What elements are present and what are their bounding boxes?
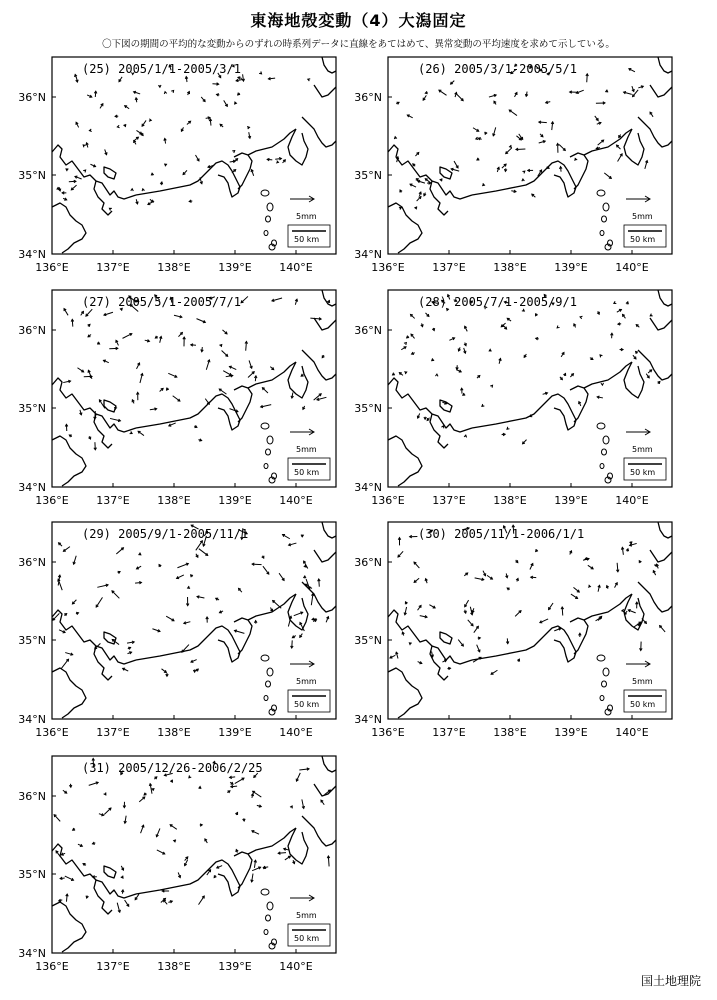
map-panel-1 <box>6 57 352 286</box>
page-subtitle: 〇下図の期間の平均的な変動からのずれの時系列データに直線をあてはめて、異常変動の平均速度を求めて示している。 <box>102 39 615 50</box>
lat-tick-label: 35°N <box>18 169 46 182</box>
scale-bar-label: 50 km <box>294 934 320 943</box>
lat-tick-label: 34°N <box>354 481 382 494</box>
map-panel-5 <box>6 522 352 751</box>
period-label: (25) 2005/1/1-2005/3/1 <box>82 62 241 76</box>
lat-tick-label: 34°N <box>18 947 46 960</box>
map-panel-4 <box>342 290 688 519</box>
lon-tick-label: 137°E <box>432 726 466 739</box>
lon-tick-label: 136°E <box>371 261 405 274</box>
period-label: (31) 2005/12/26-2006/2/25 <box>82 761 263 775</box>
lat-tick-label: 35°N <box>18 402 46 415</box>
lat-tick-label: 35°N <box>18 634 46 647</box>
scale-bar-label: 50 km <box>630 700 656 709</box>
lat-tick-label: 36°N <box>18 324 46 337</box>
scale-arrow-label: 5mm <box>632 445 653 454</box>
lon-tick-label: 140°E <box>279 261 313 274</box>
lat-tick-label: 36°N <box>18 556 46 569</box>
scale-arrow-label: 5mm <box>296 212 317 221</box>
lon-tick-label: 139°E <box>218 261 252 274</box>
lon-tick-label: 137°E <box>96 494 130 507</box>
lon-tick-label: 137°E <box>96 960 130 973</box>
lat-tick-label: 35°N <box>354 634 382 647</box>
lat-tick-label: 35°N <box>354 169 382 182</box>
map-panel-6 <box>342 522 688 751</box>
lon-tick-label: 138°E <box>157 960 191 973</box>
lon-tick-label: 138°E <box>493 494 527 507</box>
scale-arrow-label: 5mm <box>632 212 653 221</box>
map-frame <box>52 756 336 953</box>
lat-tick-label: 35°N <box>354 402 382 415</box>
lon-tick-label: 139°E <box>218 960 252 973</box>
lat-tick-label: 34°N <box>354 713 382 726</box>
credit-label: 国土地理院 <box>640 974 701 988</box>
lon-tick-label: 136°E <box>35 261 69 274</box>
scale-bar-label: 50 km <box>294 235 320 244</box>
map-frame <box>52 522 336 719</box>
lat-tick-label: 34°N <box>18 248 46 261</box>
scale-arrow-label: 5mm <box>632 677 653 686</box>
lat-tick-label: 34°N <box>354 248 382 261</box>
lon-tick-label: 137°E <box>96 726 130 739</box>
map-panel-2 <box>342 57 688 286</box>
lat-tick-label: 35°N <box>18 868 46 881</box>
lon-tick-label: 139°E <box>554 726 588 739</box>
map-panel-7 <box>6 756 352 985</box>
scale-arrow-label: 5mm <box>296 677 317 686</box>
lon-tick-label: 138°E <box>493 726 527 739</box>
lon-tick-label: 140°E <box>615 726 649 739</box>
lon-tick-label: 136°E <box>35 960 69 973</box>
period-label: (29) 2005/9/1-2005/11/1 <box>82 527 249 541</box>
map-frame <box>388 57 672 254</box>
scale-arrow-label: 5mm <box>296 911 317 920</box>
lon-tick-label: 138°E <box>157 261 191 274</box>
lon-tick-label: 138°E <box>157 726 191 739</box>
lat-tick-label: 36°N <box>354 324 382 337</box>
lon-tick-label: 136°E <box>371 494 405 507</box>
map-frame <box>388 522 672 719</box>
lon-tick-label: 138°E <box>157 494 191 507</box>
map-frame <box>52 57 336 254</box>
lon-tick-label: 139°E <box>218 726 252 739</box>
map-frame <box>52 290 336 487</box>
lat-tick-label: 34°N <box>18 713 46 726</box>
lat-tick-label: 34°N <box>18 481 46 494</box>
lon-tick-label: 136°E <box>35 494 69 507</box>
lat-tick-label: 36°N <box>354 556 382 569</box>
lat-tick-label: 36°N <box>18 790 46 803</box>
map-panel-3 <box>6 290 352 519</box>
map-frame <box>388 290 672 487</box>
lon-tick-label: 140°E <box>615 261 649 274</box>
page-title: 東海地殻変動（4）大潟固定 <box>250 11 467 30</box>
scale-arrow-label: 5mm <box>296 445 317 454</box>
scale-bar-label: 50 km <box>630 468 656 477</box>
lon-tick-label: 136°E <box>371 726 405 739</box>
scale-bar-label: 50 km <box>294 700 320 709</box>
lon-tick-label: 137°E <box>432 261 466 274</box>
period-label: (27) 2005/5/1-2005/7/1 <box>82 295 241 309</box>
lon-tick-label: 136°E <box>35 726 69 739</box>
lon-tick-label: 140°E <box>615 494 649 507</box>
lon-tick-label: 140°E <box>279 494 313 507</box>
lat-tick-label: 36°N <box>18 91 46 104</box>
lon-tick-label: 139°E <box>218 494 252 507</box>
lon-tick-label: 140°E <box>279 726 313 739</box>
scale-bar-label: 50 km <box>630 235 656 244</box>
lon-tick-label: 137°E <box>432 494 466 507</box>
lat-tick-label: 36°N <box>354 91 382 104</box>
lon-tick-label: 139°E <box>554 494 588 507</box>
scale-bar-label: 50 km <box>294 468 320 477</box>
lon-tick-label: 139°E <box>554 261 588 274</box>
lon-tick-label: 138°E <box>493 261 527 274</box>
lon-tick-label: 137°E <box>96 261 130 274</box>
period-label: (30) 2005/11/1-2006/1/1 <box>418 527 585 541</box>
lon-tick-label: 140°E <box>279 960 313 973</box>
period-label: (28) 2005/7/1-2005/9/1 <box>418 295 577 309</box>
period-label: (26) 2005/3/1-2005/5/1 <box>418 62 577 76</box>
